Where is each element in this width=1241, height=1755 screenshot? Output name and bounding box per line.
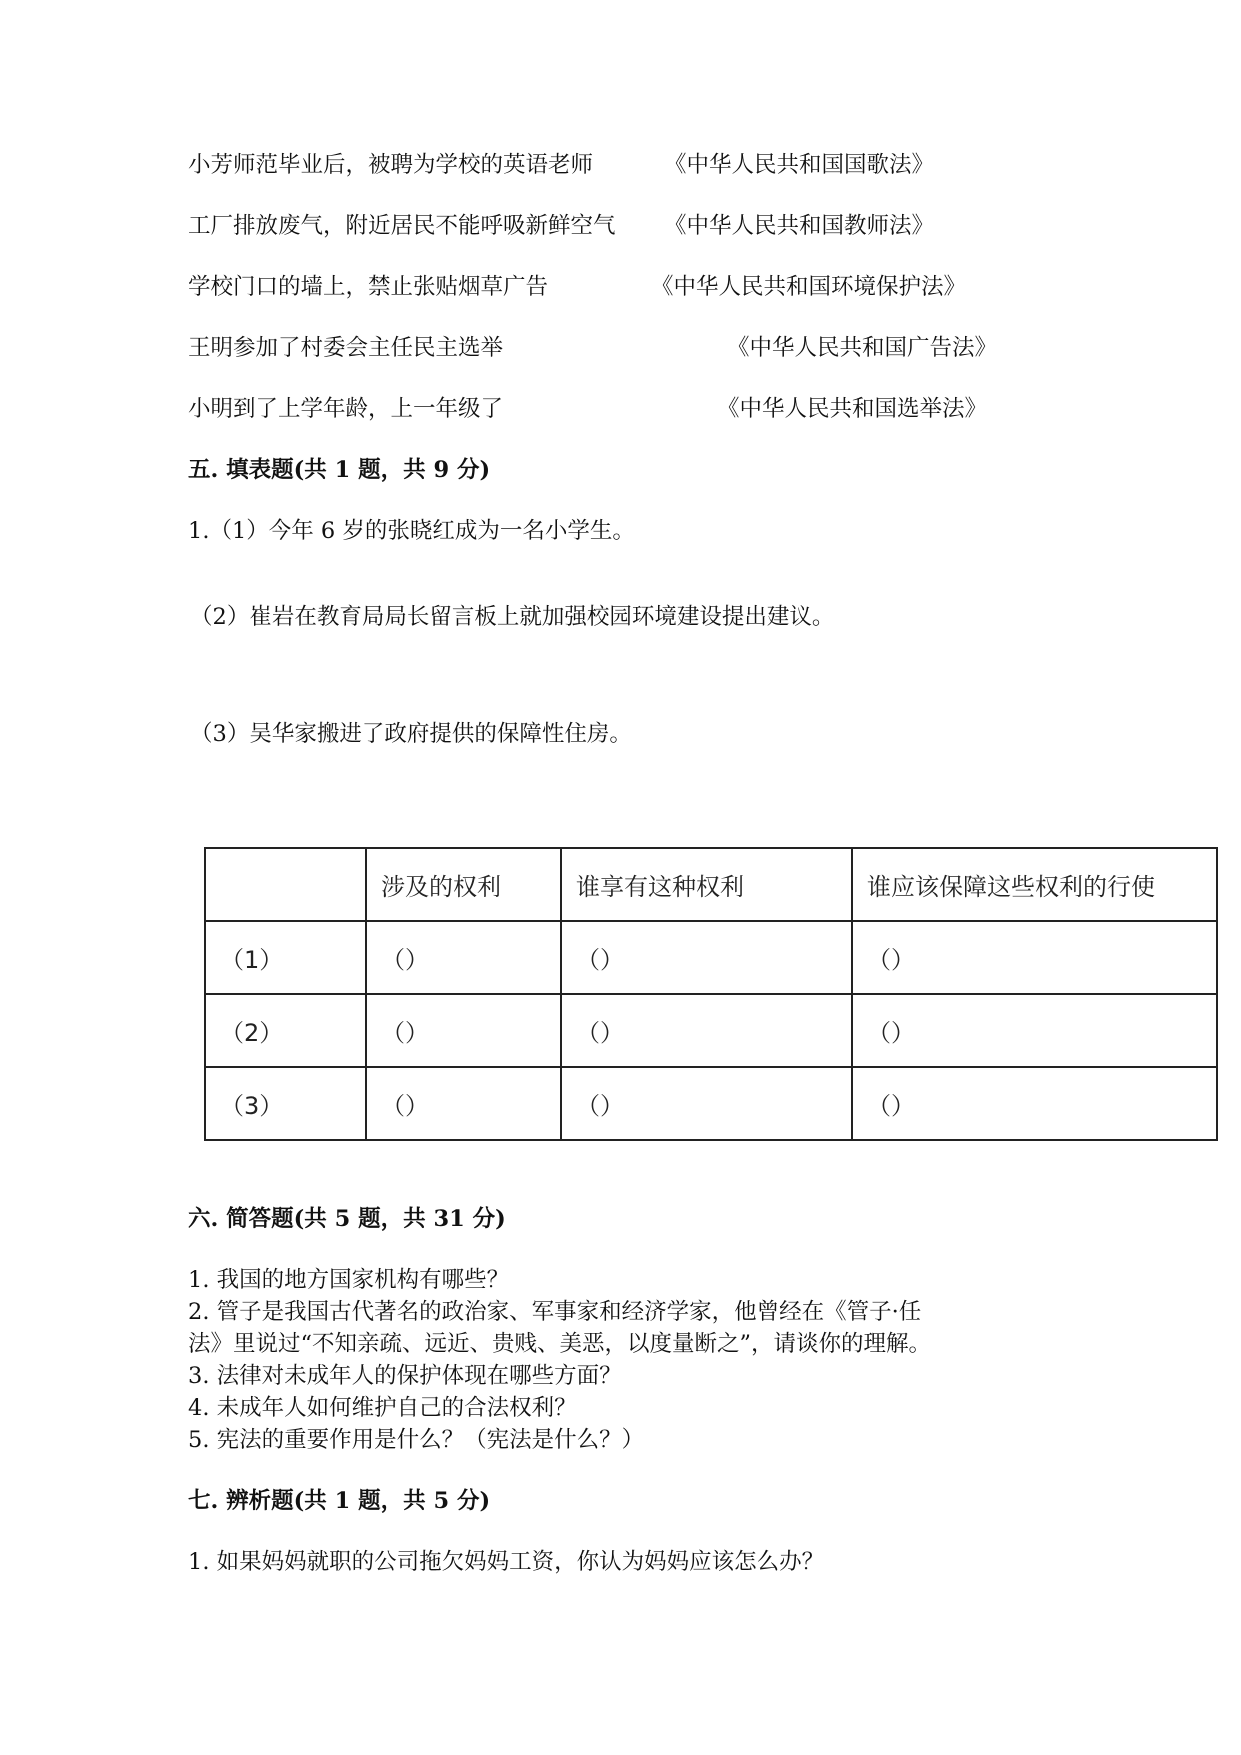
answer-blank[interactable] [366, 994, 561, 1067]
blank-close: ） [891, 1092, 915, 1120]
question-text: 4. 未成年人如何维护自己的合法权利？ [188, 1395, 577, 1421]
section-heading: 六. 简答题(共 5 题，共 31 分) [188, 1206, 506, 1232]
table-row [205, 921, 1217, 994]
question-text: 法》里说过“不知亲疏、远近、贵贱、美恶，以度量断之”，请谈你的理解。 [188, 1331, 932, 1357]
matching-right-item: 《中华人民共和国环境保护法》 [651, 274, 967, 300]
question-text: 1. 我国的地方国家机构有哪些？ [188, 1267, 510, 1293]
table-row [205, 1067, 1217, 1140]
question-text: （3）吴华家搬进了政府提供的保障性住房。 [190, 721, 632, 747]
matching-right-item: 《中华人民共和国选举法》 [717, 396, 988, 422]
question-text: 2. 管子是我国古代著名的政治家、军事家和经济学家，他曾经在《管子·任 [188, 1299, 922, 1325]
matching-left-item: 工厂排放废气，附近居民不能呼吸新鲜空气 [188, 213, 616, 239]
matching-left-item: 小芳师范毕业后，被聘为学校的英语老师 [188, 152, 594, 178]
blank-open: （ [576, 1092, 600, 1120]
table-header-cell: 谁享有这种权利 [561, 848, 852, 921]
section-heading: 五. 填表题(共 1 题，共 9 分) [188, 457, 491, 483]
blank-open: （ [867, 1019, 891, 1047]
question-text: 3. 法律对未成年人的保护体现在哪些方面？ [188, 1363, 622, 1389]
question-text: 1. 如果妈妈就职的公司拖欠妈妈工资，你认为妈妈应该怎么办？ [188, 1549, 825, 1575]
table-row [205, 994, 1217, 1067]
matching-right-item: 《中华人民共和国广告法》 [727, 335, 998, 361]
matching-left-item: 小明到了上学年龄，上一年级了 [188, 396, 504, 422]
blank-open: （ [381, 1092, 405, 1120]
table-header-cell: 谁应该保障这些权利的行使 [852, 848, 1217, 921]
blank-open: （ [867, 1092, 891, 1120]
answer-blank[interactable] [366, 1067, 561, 1140]
blank-close: ） [600, 1019, 624, 1047]
answer-blank[interactable] [561, 994, 852, 1067]
table-header-cell: 涉及的权利 [366, 848, 561, 921]
answer-blank[interactable] [852, 994, 1217, 1067]
question-text: （2）崔岩在教育局局长留言板上就加强校园环境建设提出建议。 [190, 604, 835, 630]
blank-open: （ [576, 1019, 600, 1047]
blank-close: ） [600, 1092, 624, 1120]
table-header-row [205, 848, 1217, 921]
matching-left-item: 王明参加了村委会主任民主选举 [188, 335, 504, 361]
section-heading: 七. 辨析题(共 1 题，共 5 分) [188, 1488, 491, 1514]
blank-open: （ [576, 946, 600, 974]
row-label: （2） [205, 994, 366, 1067]
question-text: 5. 宪法的重要作用是什么？（宪法是什么？） [188, 1427, 645, 1453]
matching-right-item: 《中华人民共和国教师法》 [664, 213, 935, 239]
matching-right-item: 《中华人民共和国国歌法》 [664, 152, 935, 178]
answer-blank[interactable] [852, 921, 1217, 994]
blank-open: （ [867, 946, 891, 974]
blank-close: ） [891, 946, 915, 974]
table-header-cell [205, 848, 366, 921]
rights-table [204, 847, 1218, 1141]
matching-left-item: 学校门口的墙上，禁止张贴烟草广告 [188, 274, 549, 300]
question-text: 1.（1）今年 6 岁的张晓红成为一名小学生。 [188, 518, 635, 544]
blank-close: ） [891, 1019, 915, 1047]
answer-blank[interactable] [561, 921, 852, 994]
blank-close: ） [405, 1092, 429, 1120]
answer-blank[interactable] [366, 921, 561, 994]
answer-blank[interactable] [852, 1067, 1217, 1140]
blank-open: （ [381, 1019, 405, 1047]
blank-close: ） [405, 946, 429, 974]
answer-blank[interactable] [561, 1067, 852, 1140]
blank-close: ） [405, 1019, 429, 1047]
row-label: （1） [205, 921, 366, 994]
blank-close: ） [600, 946, 624, 974]
row-label: （3） [205, 1067, 366, 1140]
blank-open: （ [381, 946, 405, 974]
